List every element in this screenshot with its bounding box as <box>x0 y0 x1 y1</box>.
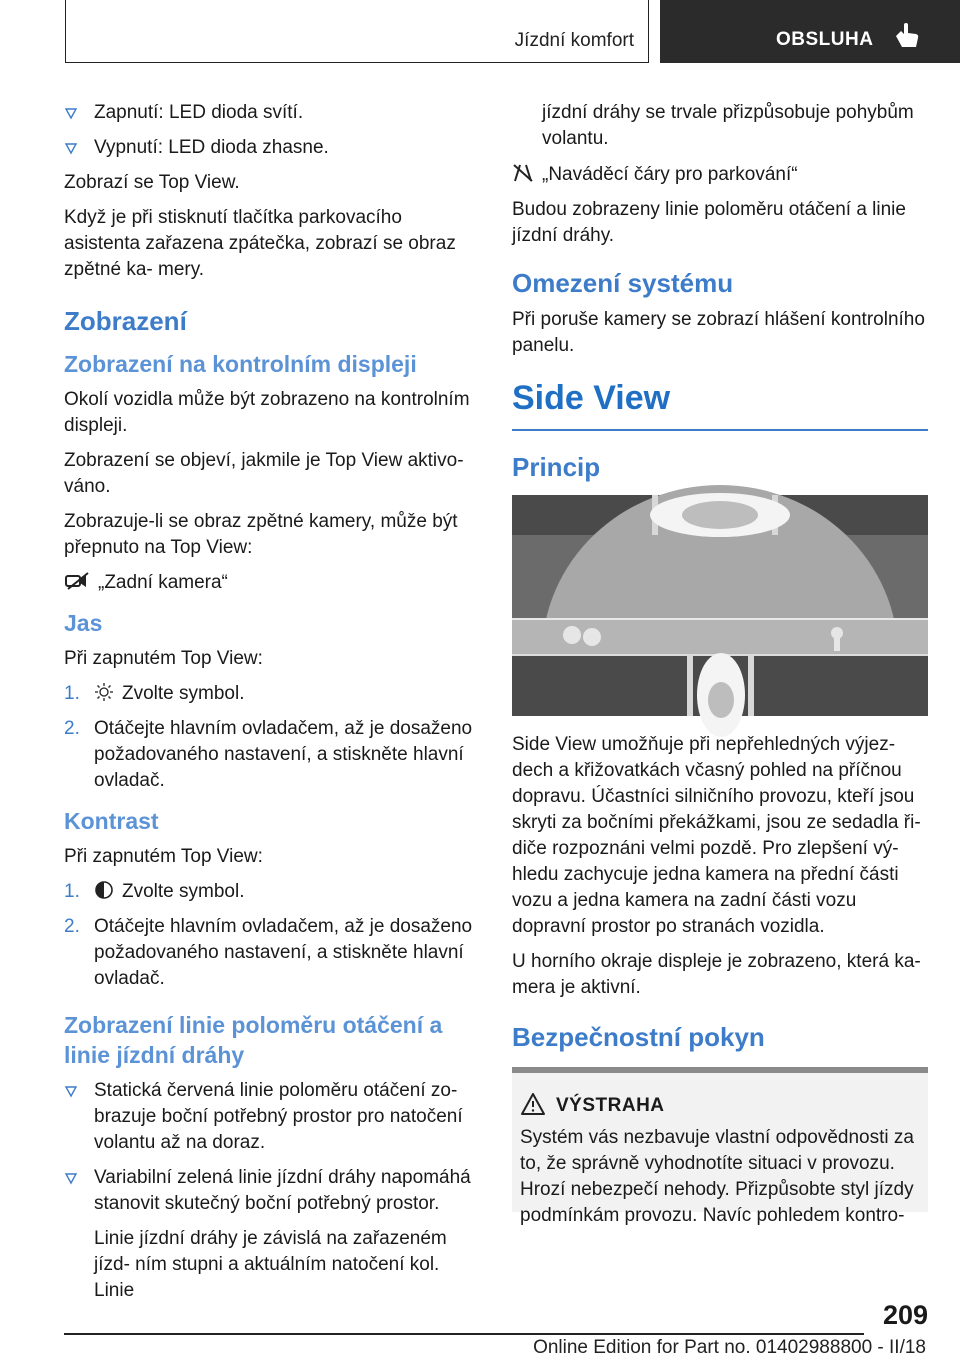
heading-side-view: Side View <box>512 379 671 417</box>
paragraph: Když je při stisknutí tlačítka parkovacího asistenta zařazena zpátečka, zobrazí se obraz zpětné ka‐ mery. <box>64 207 456 280</box>
parking-lines-item <box>512 161 928 188</box>
contrast-icon <box>94 880 114 900</box>
paragraph: Při zapnutém Top View: <box>64 846 263 867</box>
list-item <box>64 914 480 992</box>
heading-system-limits: Omezení systému <box>512 268 734 298</box>
parking-lines-icon <box>512 161 534 183</box>
paragraph: Zobrazení se objeví, jakmile je Top View aktivo‐ váno. <box>64 450 464 497</box>
step-text: Zvolte symbol. <box>122 881 245 902</box>
paragraph: Při poruše kamery se zobrazí hlášení kontrolního panelu. <box>512 309 925 356</box>
step-number: 2. <box>64 916 80 937</box>
warning-text: Systém vás nezbavuje vlastní odpovědnosti za to, že správně vyhodnotíte situaci v provozu. Hrozí nebezpečí nehody. Přizpůsobte styl jízdy podmínkám provozu. Navíc pohledem kontro‐ <box>520 1127 914 1226</box>
paragraph: U horního okraje displeje je zobrazeno, která ka‐ mera je aktivní. <box>512 951 921 998</box>
triangle-bullet-icon <box>64 106 78 120</box>
left-column <box>64 100 480 1313</box>
step-number: 1. <box>64 881 80 902</box>
right-column <box>512 100 928 1226</box>
page-number: 209 <box>882 1300 928 1330</box>
rear-camera-icon <box>64 571 90 591</box>
footer-rule <box>64 1333 864 1335</box>
paragraph: Zobrazí se Top View. <box>64 172 240 193</box>
paragraph: Linie jízdní dráhy je závislá na zařazeném jízd‐ ním stupni a aktuálním natočení kol. Linie <box>94 1228 447 1301</box>
header-section-tab <box>65 0 649 63</box>
paragraph: jízdní dráhy se trvale přizpůsobuje pohybům volantu. <box>542 102 914 149</box>
header-chapter-tab <box>660 0 960 63</box>
triangle-bullet-icon <box>64 141 78 155</box>
heading-principle: Princip <box>512 452 601 482</box>
list-item <box>64 1078 480 1156</box>
step-number: 1. <box>64 683 80 704</box>
rear-camera-label: „Zadní kamera“ <box>98 572 228 593</box>
led-off-text: Vypnutí: LED dioda zhasne. <box>94 137 329 158</box>
list-item <box>64 681 480 707</box>
paragraph: Zobrazuje-li se obraz zpětné kamery, může být přepnuto na Top View: <box>64 511 458 558</box>
step-number: 2. <box>64 718 80 739</box>
list-item <box>64 716 480 794</box>
paragraph: Budou zobrazeny linie poloměru otáčení a linie jízdní dráhy. <box>512 199 906 246</box>
bullet-text: Statická červená linie poloměru otáčení zo‐ brazuje boční potřebný prostor pro natočení volantu až na doraz. <box>94 1080 463 1153</box>
step-text: Zvolte symbol. <box>122 683 245 704</box>
side-view-illustration <box>512 495 928 716</box>
warning-title: VÝSTRAHA <box>556 1095 665 1116</box>
heading-display: Zobrazení na kontrolním displeji <box>64 351 417 377</box>
step-text: Otáčejte hlavním ovladačem, až je dosaženo požadovaného nastavení, a stiskněte hlavní ovladač. <box>94 916 473 989</box>
triangle-bullet-icon <box>64 1171 78 1185</box>
list-item <box>64 879 480 905</box>
warning-triangle-icon <box>520 1092 546 1116</box>
bullet-text: Variabilní zelená linie jízdní dráhy napomáhá stanovit skutečný boční potřebný prostor. <box>94 1167 471 1214</box>
paragraph: Při zapnutém Top View: <box>64 648 263 669</box>
heading-zobrazeni: Zobrazení <box>64 306 187 336</box>
rear-camera-item <box>64 570 480 596</box>
paragraph: Okolí vozidla může být zobrazeno na kontrolním displeji. <box>64 389 470 436</box>
paragraph: Side View umožňuje při nepřehledných výjez‐ dech a křižovatkách včasný pohled na příčnou dopravu. Účastníci silničního provozu, kteří jsou skryti za bočními překážkami, jsou ze sedadla ři‐ diče rozpoznáni velmi pozdě. Pro zlepšení vý‐ hledu zachycuje jedna kamera na přední části vozu a jedna kamera na zadní části vozu dopravní prostor po stranách vozidla. <box>512 734 921 937</box>
triangle-bullet-icon <box>64 1084 78 1098</box>
heading-lines: Zobrazení linie poloměru otáčení a linie jízdní dráhy <box>64 1012 443 1068</box>
parking-lines-label: „Naváděcí čáry pro parkování“ <box>542 164 798 185</box>
section-title: Jízdní komfort <box>514 30 634 51</box>
list-item <box>64 1165 480 1217</box>
list-item <box>64 135 480 161</box>
heading-jas: Jas <box>64 610 103 636</box>
heading-safety: Bezpečnostní pokyn <box>512 1022 765 1052</box>
brightness-icon <box>94 682 114 702</box>
edition-text: Online Edition for Part no. 01402988800 - II/18 <box>533 1337 926 1358</box>
warning-box <box>512 1067 928 1226</box>
led-on-text: Zapnutí: LED dioda svítí. <box>94 102 304 123</box>
heading-kontrast: Kontrast <box>64 808 159 834</box>
warning-title-row <box>556 1095 920 1117</box>
list-item <box>64 100 480 126</box>
step-text: Otáčejte hlavním ovladačem, až je dosaženo požadovaného nastavení, a stiskněte hlavní ovladač. <box>94 718 473 791</box>
heading-rule <box>512 429 928 431</box>
hand-pointer-icon <box>892 22 922 50</box>
chapter-title: OBSLUHA <box>776 29 874 50</box>
